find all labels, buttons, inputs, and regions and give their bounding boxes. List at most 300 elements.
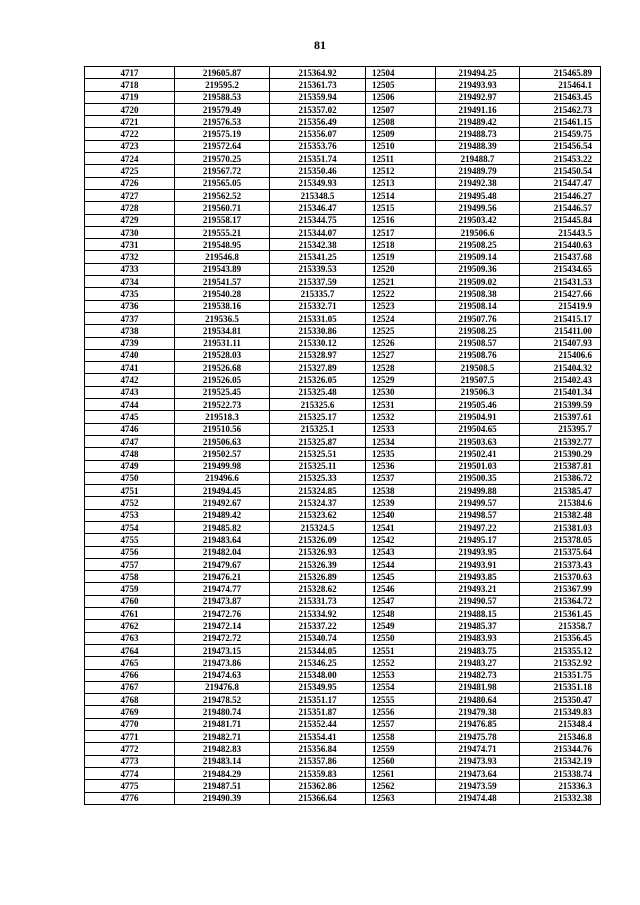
cell-y-coordinate-left: 215328.97 — [270, 349, 366, 361]
cell-point-id-right: 12548 — [366, 608, 436, 620]
cell-x-coordinate-right: 219501.03 — [436, 460, 520, 472]
cell-point-id-left: 4742 — [85, 374, 175, 386]
cell-point-id-left: 4740 — [85, 349, 175, 361]
cell-x-coordinate-left: 219479.67 — [175, 558, 270, 570]
cell-x-coordinate-right: 219508.25 — [436, 325, 520, 337]
cell-point-id-right: 12524 — [366, 312, 436, 324]
cell-x-coordinate-left: 219525.45 — [175, 386, 270, 398]
cell-y-coordinate-right: 215361.45 — [520, 608, 601, 620]
cell-x-coordinate-right: 219504.91 — [436, 411, 520, 423]
cell-point-id-left: 4753 — [85, 509, 175, 521]
cell-point-id-left: 4739 — [85, 337, 175, 349]
cell-x-coordinate-right: 219489.42 — [436, 116, 520, 128]
cell-point-id-left: 4737 — [85, 312, 175, 324]
cell-x-coordinate-left: 219472.76 — [175, 608, 270, 620]
cell-x-coordinate-right: 219508.5 — [436, 362, 520, 374]
cell-x-coordinate-left: 219492.67 — [175, 497, 270, 509]
cell-point-id-left: 4744 — [85, 399, 175, 411]
cell-x-coordinate-left: 219528.03 — [175, 349, 270, 361]
cell-x-coordinate-left: 219575.19 — [175, 128, 270, 140]
cell-x-coordinate-left: 219482.71 — [175, 731, 270, 743]
cell-y-coordinate-right: 215461.15 — [520, 116, 601, 128]
table-row — [85, 780, 601, 792]
cell-y-coordinate-left: 215356.49 — [270, 116, 366, 128]
table-row — [85, 718, 601, 730]
cell-point-id-left: 4738 — [85, 325, 175, 337]
cell-point-id-right: 12523 — [366, 300, 436, 312]
cell-point-id-right: 12518 — [366, 239, 436, 251]
cell-point-id-right: 12508 — [366, 116, 436, 128]
cell-point-id-right: 12544 — [366, 558, 436, 570]
cell-point-id-left: 4729 — [85, 214, 175, 226]
cell-y-coordinate-left: 215351.87 — [270, 706, 366, 718]
cell-point-id-right: 12537 — [366, 472, 436, 484]
cell-y-coordinate-left: 215344.07 — [270, 226, 366, 238]
coordinates-table-body — [85, 67, 601, 805]
cell-x-coordinate-left: 219572.64 — [175, 140, 270, 152]
table-row — [85, 669, 601, 681]
table-row — [85, 558, 601, 570]
cell-y-coordinate-right: 215397.61 — [520, 411, 601, 423]
cell-point-id-right: 12550 — [366, 632, 436, 644]
cell-point-id-right: 12514 — [366, 189, 436, 201]
cell-y-coordinate-left: 215326.05 — [270, 374, 366, 386]
cell-point-id-left: 4768 — [85, 694, 175, 706]
table-row — [85, 128, 601, 140]
cell-y-coordinate-right: 215453.22 — [520, 153, 601, 165]
cell-x-coordinate-right: 219495.17 — [436, 534, 520, 546]
page-number: 81 — [314, 38, 326, 52]
cell-x-coordinate-right: 219503.63 — [436, 435, 520, 447]
cell-x-coordinate-left: 219522.73 — [175, 399, 270, 411]
cell-point-id-right: 12547 — [366, 595, 436, 607]
cell-x-coordinate-right: 219489.79 — [436, 165, 520, 177]
cell-x-coordinate-left: 219494.45 — [175, 485, 270, 497]
cell-point-id-right: 12521 — [366, 276, 436, 288]
cell-x-coordinate-left: 219474.77 — [175, 583, 270, 595]
cell-y-coordinate-left: 215324.5 — [270, 521, 366, 533]
cell-point-id-left: 4756 — [85, 546, 175, 558]
cell-point-id-left: 4752 — [85, 497, 175, 509]
cell-y-coordinate-left: 215356.07 — [270, 128, 366, 140]
cell-x-coordinate-right: 219494.25 — [436, 67, 520, 79]
cell-point-id-left: 4749 — [85, 460, 175, 472]
cell-point-id-left: 4766 — [85, 669, 175, 681]
cell-y-coordinate-left: 215352.44 — [270, 718, 366, 730]
cell-y-coordinate-left: 215344.05 — [270, 644, 366, 656]
cell-y-coordinate-right: 215358.7 — [520, 620, 601, 632]
cell-x-coordinate-left: 219472.14 — [175, 620, 270, 632]
cell-y-coordinate-left: 215356.84 — [270, 743, 366, 755]
cell-point-id-right: 12545 — [366, 571, 436, 583]
cell-x-coordinate-left: 219540.28 — [175, 288, 270, 300]
cell-y-coordinate-left: 215324.85 — [270, 485, 366, 497]
cell-y-coordinate-right: 215336.3 — [520, 780, 601, 792]
cell-x-coordinate-left: 219496.6 — [175, 472, 270, 484]
cell-x-coordinate-left: 219576.53 — [175, 116, 270, 128]
table-row — [85, 608, 601, 620]
cell-point-id-left: 4717 — [85, 67, 175, 79]
cell-point-id-left: 4775 — [85, 780, 175, 792]
cell-x-coordinate-right: 219499.57 — [436, 497, 520, 509]
cell-x-coordinate-right: 219499.56 — [436, 202, 520, 214]
table-row — [85, 276, 601, 288]
cell-point-id-right: 12513 — [366, 177, 436, 189]
cell-point-id-left: 4748 — [85, 448, 175, 460]
cell-point-id-left: 4754 — [85, 521, 175, 533]
cell-x-coordinate-right: 219502.41 — [436, 448, 520, 460]
table-row — [85, 521, 601, 533]
cell-x-coordinate-right: 219495.48 — [436, 189, 520, 201]
cell-y-coordinate-right: 215427.66 — [520, 288, 601, 300]
cell-y-coordinate-left: 215324.37 — [270, 497, 366, 509]
cell-point-id-right: 12540 — [366, 509, 436, 521]
cell-point-id-right: 12510 — [366, 140, 436, 152]
cell-y-coordinate-right: 215387.81 — [520, 460, 601, 472]
cell-y-coordinate-left: 215348.5 — [270, 189, 366, 201]
table-row — [85, 435, 601, 447]
cell-y-coordinate-left: 215325.17 — [270, 411, 366, 423]
cell-x-coordinate-right: 219475.78 — [436, 731, 520, 743]
cell-y-coordinate-right: 215456.54 — [520, 140, 601, 152]
cell-y-coordinate-right: 215431.53 — [520, 276, 601, 288]
cell-y-coordinate-left: 215340.74 — [270, 632, 366, 644]
cell-x-coordinate-right: 219493.95 — [436, 546, 520, 558]
cell-x-coordinate-right: 219482.73 — [436, 669, 520, 681]
cell-y-coordinate-right: 215395.7 — [520, 423, 601, 435]
cell-y-coordinate-right: 215437.68 — [520, 251, 601, 263]
cell-point-id-left: 4771 — [85, 731, 175, 743]
cell-point-id-right: 12533 — [366, 423, 436, 435]
cell-x-coordinate-left: 219472.72 — [175, 632, 270, 644]
table-row — [85, 239, 601, 251]
cell-point-id-left: 4736 — [85, 300, 175, 312]
cell-point-id-right: 12515 — [366, 202, 436, 214]
table-row — [85, 497, 601, 509]
table-row — [85, 632, 601, 644]
cell-point-id-left: 4727 — [85, 189, 175, 201]
table-row — [85, 534, 601, 546]
cell-y-coordinate-left: 215350.46 — [270, 165, 366, 177]
cell-point-id-left: 4718 — [85, 79, 175, 91]
cell-point-id-left: 4767 — [85, 681, 175, 693]
cell-x-coordinate-right: 219509.36 — [436, 263, 520, 275]
cell-x-coordinate-right: 219490.57 — [436, 595, 520, 607]
table-row — [85, 472, 601, 484]
cell-x-coordinate-left: 219548.95 — [175, 239, 270, 251]
cell-point-id-left: 4741 — [85, 362, 175, 374]
cell-x-coordinate-right: 219485.37 — [436, 620, 520, 632]
cell-x-coordinate-left: 219487.51 — [175, 780, 270, 792]
table-row — [85, 792, 601, 804]
cell-y-coordinate-right: 215348.4 — [520, 718, 601, 730]
cell-point-id-right: 12525 — [366, 325, 436, 337]
cell-x-coordinate-right: 219503.42 — [436, 214, 520, 226]
cell-x-coordinate-right: 219508.57 — [436, 337, 520, 349]
table-row — [85, 706, 601, 718]
cell-point-id-right: 12546 — [366, 583, 436, 595]
cell-point-id-right: 12541 — [366, 521, 436, 533]
cell-point-id-right: 12555 — [366, 694, 436, 706]
table-row — [85, 116, 601, 128]
cell-x-coordinate-left: 219579.49 — [175, 103, 270, 115]
cell-y-coordinate-left: 215339.53 — [270, 263, 366, 275]
cell-x-coordinate-right: 219488.7 — [436, 153, 520, 165]
cell-y-coordinate-right: 215415.17 — [520, 312, 601, 324]
table-row — [85, 767, 601, 779]
table-row — [85, 165, 601, 177]
cell-y-coordinate-right: 215332.38 — [520, 792, 601, 804]
cell-point-id-left: 4755 — [85, 534, 175, 546]
cell-point-id-left: 4762 — [85, 620, 175, 632]
cell-point-id-left: 4757 — [85, 558, 175, 570]
cell-x-coordinate-left: 219567.72 — [175, 165, 270, 177]
cell-x-coordinate-right: 219483.75 — [436, 644, 520, 656]
cell-y-coordinate-right: 215446.27 — [520, 189, 601, 201]
cell-y-coordinate-right: 215440.63 — [520, 239, 601, 251]
table-row — [85, 226, 601, 238]
cell-y-coordinate-right: 215381.03 — [520, 521, 601, 533]
cell-point-id-left: 4772 — [85, 743, 175, 755]
cell-y-coordinate-left: 215354.41 — [270, 731, 366, 743]
cell-x-coordinate-right: 219498.57 — [436, 509, 520, 521]
cell-y-coordinate-right: 215385.47 — [520, 485, 601, 497]
cell-x-coordinate-right: 219476.85 — [436, 718, 520, 730]
cell-point-id-left: 4758 — [85, 571, 175, 583]
cell-y-coordinate-left: 215359.83 — [270, 767, 366, 779]
cell-y-coordinate-right: 215407.93 — [520, 337, 601, 349]
cell-x-coordinate-left: 219518.3 — [175, 411, 270, 423]
cell-y-coordinate-right: 215392.77 — [520, 435, 601, 447]
cell-x-coordinate-right: 219507.5 — [436, 374, 520, 386]
table-row — [85, 263, 601, 275]
cell-point-id-right: 12536 — [366, 460, 436, 472]
cell-point-id-right: 12516 — [366, 214, 436, 226]
cell-y-coordinate-right: 215463.45 — [520, 91, 601, 103]
cell-point-id-right: 12556 — [366, 706, 436, 718]
cell-y-coordinate-right: 215351.75 — [520, 669, 601, 681]
cell-y-coordinate-left: 215326.39 — [270, 558, 366, 570]
cell-y-coordinate-right: 215352.92 — [520, 657, 601, 669]
cell-x-coordinate-right: 219493.93 — [436, 79, 520, 91]
table-row — [85, 103, 601, 115]
cell-y-coordinate-right: 215443.5 — [520, 226, 601, 238]
table-row — [85, 546, 601, 558]
cell-y-coordinate-left: 215342.38 — [270, 239, 366, 251]
cell-point-id-right: 12528 — [366, 362, 436, 374]
cell-point-id-left: 4776 — [85, 792, 175, 804]
cell-x-coordinate-right: 219505.46 — [436, 399, 520, 411]
cell-y-coordinate-right: 215459.75 — [520, 128, 601, 140]
cell-x-coordinate-left: 219538.16 — [175, 300, 270, 312]
cell-y-coordinate-left: 215327.89 — [270, 362, 366, 374]
cell-y-coordinate-left: 215344.75 — [270, 214, 366, 226]
cell-x-coordinate-right: 219491.16 — [436, 103, 520, 115]
cell-y-coordinate-right: 215349.83 — [520, 706, 601, 718]
cell-x-coordinate-right: 219509.14 — [436, 251, 520, 263]
cell-x-coordinate-right: 219506.3 — [436, 386, 520, 398]
cell-y-coordinate-left: 215349.95 — [270, 681, 366, 693]
cell-x-coordinate-right: 219508.25 — [436, 239, 520, 251]
cell-y-coordinate-left: 215325.1 — [270, 423, 366, 435]
cell-y-coordinate-right: 215355.12 — [520, 644, 601, 656]
cell-point-id-left: 4724 — [85, 153, 175, 165]
cell-point-id-right: 12563 — [366, 792, 436, 804]
cell-y-coordinate-left: 215351.17 — [270, 694, 366, 706]
table-row — [85, 448, 601, 460]
cell-y-coordinate-left: 215330.12 — [270, 337, 366, 349]
cell-y-coordinate-right: 215342.19 — [520, 755, 601, 767]
cell-x-coordinate-right: 219481.98 — [436, 681, 520, 693]
cell-x-coordinate-right: 219492.38 — [436, 177, 520, 189]
cell-y-coordinate-right: 215384.6 — [520, 497, 601, 509]
cell-x-coordinate-left: 219483.14 — [175, 755, 270, 767]
table-row — [85, 214, 601, 226]
cell-y-coordinate-right: 215401.34 — [520, 386, 601, 398]
cell-point-id-right: 12538 — [366, 485, 436, 497]
cell-y-coordinate-left: 215337.22 — [270, 620, 366, 632]
table-row — [85, 202, 601, 214]
cell-y-coordinate-right: 215464.1 — [520, 79, 601, 91]
cell-x-coordinate-left: 219531.11 — [175, 337, 270, 349]
cell-point-id-right: 12526 — [366, 337, 436, 349]
cell-point-id-right: 12543 — [366, 546, 436, 558]
table-row — [85, 153, 601, 165]
table-row — [85, 411, 601, 423]
cell-point-id-right: 12559 — [366, 743, 436, 755]
cell-point-id-left: 4743 — [85, 386, 175, 398]
cell-y-coordinate-left: 215349.93 — [270, 177, 366, 189]
cell-point-id-left: 4774 — [85, 767, 175, 779]
cell-x-coordinate-left: 219473.87 — [175, 595, 270, 607]
cell-x-coordinate-left: 219510.56 — [175, 423, 270, 435]
cell-point-id-left: 4735 — [85, 288, 175, 300]
cell-y-coordinate-left: 215364.92 — [270, 67, 366, 79]
cell-x-coordinate-left: 219595.2 — [175, 79, 270, 91]
cell-y-coordinate-right: 215351.18 — [520, 681, 601, 693]
cell-x-coordinate-right: 219499.88 — [436, 485, 520, 497]
cell-y-coordinate-left: 215326.09 — [270, 534, 366, 546]
cell-y-coordinate-right: 215411.00 — [520, 325, 601, 337]
cell-y-coordinate-left: 215362.86 — [270, 780, 366, 792]
cell-point-id-left: 4721 — [85, 116, 175, 128]
cell-point-id-left: 4723 — [85, 140, 175, 152]
cell-x-coordinate-left: 219474.63 — [175, 669, 270, 681]
cell-x-coordinate-left: 219560.71 — [175, 202, 270, 214]
cell-x-coordinate-left: 219565.05 — [175, 177, 270, 189]
cell-y-coordinate-left: 215326.93 — [270, 546, 366, 558]
cell-x-coordinate-left: 219499.98 — [175, 460, 270, 472]
cell-y-coordinate-right: 215434.65 — [520, 263, 601, 275]
table-row — [85, 485, 601, 497]
cell-point-id-left: 4760 — [85, 595, 175, 607]
table-row — [85, 731, 601, 743]
cell-x-coordinate-right: 219508.76 — [436, 349, 520, 361]
cell-y-coordinate-left: 215357.02 — [270, 103, 366, 115]
cell-x-coordinate-right: 219493.21 — [436, 583, 520, 595]
table-row — [85, 300, 601, 312]
cell-x-coordinate-left: 219489.42 — [175, 509, 270, 521]
cell-point-id-left: 4747 — [85, 435, 175, 447]
cell-x-coordinate-left: 219481.71 — [175, 718, 270, 730]
cell-y-coordinate-right: 215402.43 — [520, 374, 601, 386]
cell-point-id-left: 4746 — [85, 423, 175, 435]
table-row — [85, 177, 601, 189]
cell-point-id-left: 4764 — [85, 644, 175, 656]
cell-point-id-left: 4751 — [85, 485, 175, 497]
cell-point-id-right: 12506 — [366, 91, 436, 103]
cell-y-coordinate-left: 215351.74 — [270, 153, 366, 165]
cell-y-coordinate-right: 215344.76 — [520, 743, 601, 755]
cell-y-coordinate-left: 215325.51 — [270, 448, 366, 460]
cell-point-id-right: 12522 — [366, 288, 436, 300]
cell-point-id-right: 12520 — [366, 263, 436, 275]
cell-point-id-right: 12507 — [366, 103, 436, 115]
cell-x-coordinate-left: 219536.5 — [175, 312, 270, 324]
cell-y-coordinate-left: 215359.94 — [270, 91, 366, 103]
table-row — [85, 644, 601, 656]
cell-y-coordinate-right: 215404.32 — [520, 362, 601, 374]
cell-point-id-right: 12529 — [366, 374, 436, 386]
cell-point-id-left: 4763 — [85, 632, 175, 644]
cell-point-id-right: 12531 — [366, 399, 436, 411]
cell-point-id-right: 12562 — [366, 780, 436, 792]
cell-y-coordinate-left: 215325.87 — [270, 435, 366, 447]
cell-x-coordinate-right: 219474.71 — [436, 743, 520, 755]
cell-x-coordinate-left: 219541.57 — [175, 276, 270, 288]
table-row — [85, 509, 601, 521]
cell-point-id-left: 4725 — [85, 165, 175, 177]
cell-y-coordinate-right: 215446.57 — [520, 202, 601, 214]
cell-x-coordinate-right: 219492.97 — [436, 91, 520, 103]
cell-x-coordinate-right: 219480.64 — [436, 694, 520, 706]
cell-point-id-right: 12539 — [366, 497, 436, 509]
cell-point-id-right: 12561 — [366, 767, 436, 779]
cell-x-coordinate-right: 219483.27 — [436, 657, 520, 669]
cell-x-coordinate-right: 219479.38 — [436, 706, 520, 718]
cell-y-coordinate-right: 215450.54 — [520, 165, 601, 177]
cell-x-coordinate-left: 219555.21 — [175, 226, 270, 238]
cell-point-id-left: 4750 — [85, 472, 175, 484]
cell-x-coordinate-left: 219482.04 — [175, 546, 270, 558]
cell-point-id-left: 4733 — [85, 263, 175, 275]
table-row — [85, 337, 601, 349]
cell-y-coordinate-left: 215323.62 — [270, 509, 366, 521]
cell-point-id-right: 12554 — [366, 681, 436, 693]
cell-y-coordinate-right: 215419.9 — [520, 300, 601, 312]
cell-x-coordinate-left: 219526.68 — [175, 362, 270, 374]
cell-y-coordinate-right: 215378.05 — [520, 534, 601, 546]
cell-x-coordinate-left: 219546.8 — [175, 251, 270, 263]
cell-point-id-right: 12558 — [366, 731, 436, 743]
cell-point-id-right: 12551 — [366, 644, 436, 656]
cell-point-id-left: 4719 — [85, 91, 175, 103]
cell-y-coordinate-right: 215406.6 — [520, 349, 601, 361]
cell-y-coordinate-right: 215465.89 — [520, 67, 601, 79]
cell-point-id-right: 12519 — [366, 251, 436, 263]
cell-x-coordinate-left: 219543.89 — [175, 263, 270, 275]
table-row — [85, 399, 601, 411]
cell-point-id-right: 12549 — [366, 620, 436, 632]
cell-x-coordinate-left: 219562.52 — [175, 189, 270, 201]
cell-y-coordinate-right: 215367.99 — [520, 583, 601, 595]
cell-x-coordinate-right: 219488.39 — [436, 140, 520, 152]
cell-y-coordinate-right: 215462.73 — [520, 103, 601, 115]
table-row — [85, 312, 601, 324]
cell-x-coordinate-right: 219508.38 — [436, 288, 520, 300]
cell-y-coordinate-right: 215356.45 — [520, 632, 601, 644]
cell-point-id-right: 12552 — [366, 657, 436, 669]
